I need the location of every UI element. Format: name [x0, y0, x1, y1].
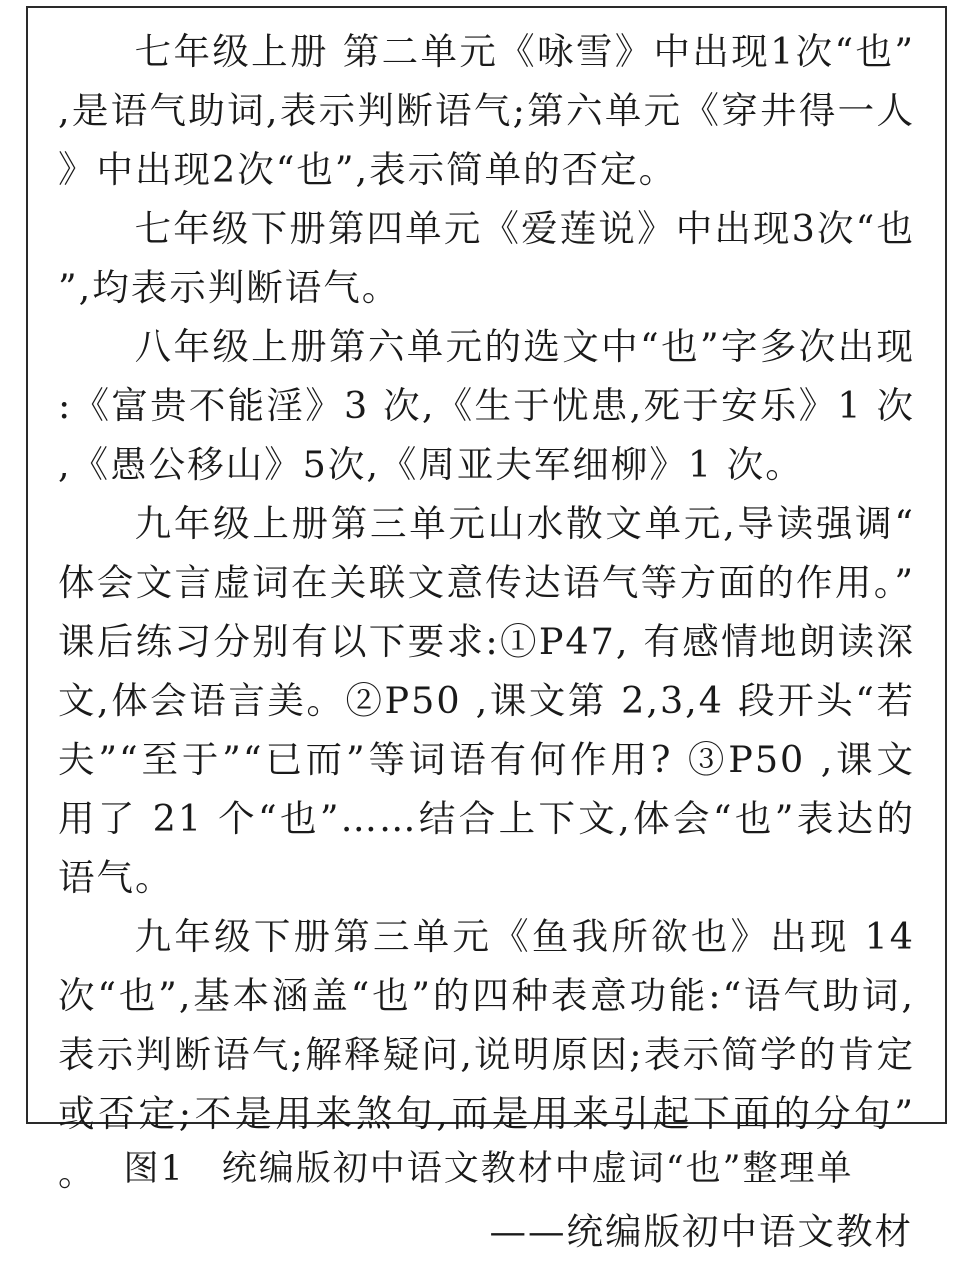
figure-caption: 图1 统编版初中语文教材中虚词“也”整理单: [123, 1149, 854, 1189]
paragraph-grade9-vol2: 九年级下册第三单元《鱼我所欲也》出现 14 次“也”,基本涵盖“也”的四种表意功能:“语气助词,表示判断语气;解释疑问,说明原因;表示简学的肯定或否定;不是用来煞句,而是用来引起下面的分句”。: [58, 915, 915, 1194]
paragraph-grade8-vol1: 八年级上册第六单元的选文中“也”字多次出现:《富贵不能淫》3 次,《生于忧患,死于安乐》1 次,《愚公移山》5次,《周亚夫军细柳》1 次。: [58, 325, 915, 486]
paragraph-grade7-vol1: 七年级上册 第二单元《咏雪》中出现1次“也”,是语气助词,表示判断语气;第六单元《穿井得一人》中出现2次“也”,表示简单的否定。: [58, 30, 915, 191]
paragraph-grade7-vol2: 七年级下册第四单元《爱莲说》中出现3次“也”,均表示判断语气。: [58, 207, 915, 309]
source-attribution: ——统编版初中语文教材: [489, 1210, 913, 1253]
paragraph-grade9-vol1: 九年级上册第三单元山水散文单元,导读强调“体会文言虚词在关联文意传达语气等方面的作用。”课后练习分别有以下要求:①P47, 有感情地朗读深文,体会语言美。②P50 ,课文第 2,3,4 段开头“若夫”“至于”“已而”等词语有何作用? ③P50 ,课文用了 21 个“也”……结合上下文,体会“也”表达的语气。: [58, 502, 915, 899]
